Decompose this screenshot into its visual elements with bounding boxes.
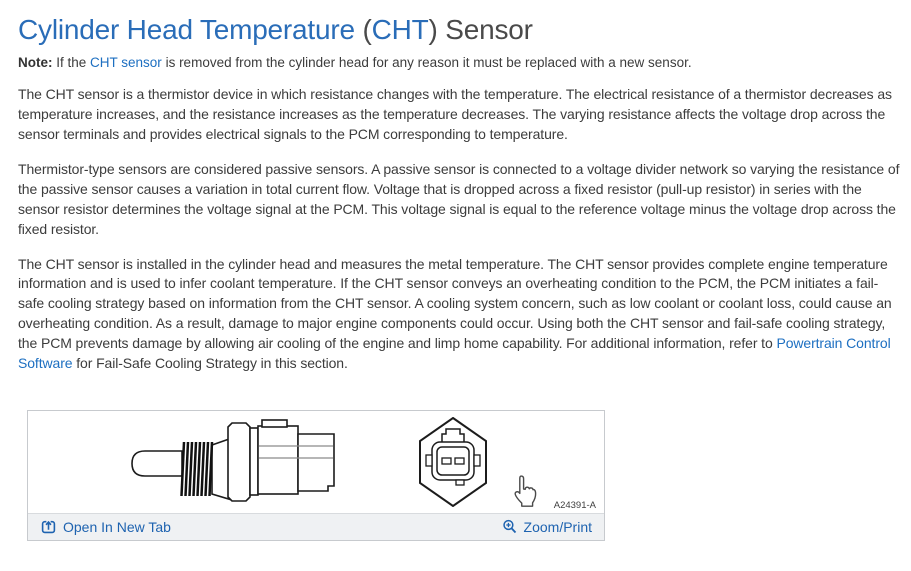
note-text-before: If the: [52, 55, 91, 71]
paragraph-installation-after: for Fail-Safe Cooling Strategy in this section.: [72, 354, 348, 371]
figure-image[interactable]: [28, 411, 604, 513]
powertrain-control-software-link[interactable]: Powertrain Control Software: [18, 335, 891, 371]
page-title-paren-open: (: [362, 14, 372, 45]
paragraph-installation: [18, 255, 903, 374]
zoom-print-link[interactable]: [502, 519, 592, 535]
figure-toolbar: [28, 513, 604, 540]
figure-id-label: A24391-A: [553, 499, 596, 511]
zoom-print-label: Zoom/Print: [523, 518, 592, 535]
open-in-new-tab-icon: [41, 519, 56, 534]
paragraph-installation-before: The CHT sensor is installed in the cylinder head and measures the metal temperature. The CHT sensor provides complete engine temperature information and is used to infer coolant temperature. If the CHT sensor conveys an overheating condition to the PCM, the PCM initiates a fail-safe cooling strategy based on information from the CHT sensor. A cooling system concern, such as low coolant or coolant loss, could cause an overheating condition. As a result, damage to major engine components could occur. Using both the CHT sensor and fail-safe cooling strategy, the PCM prevents damage by allowing air cooling of the engine and limp home capability. For additional information, refer to: [18, 255, 892, 352]
open-in-new-tab-label: Open In New Tab: [63, 518, 171, 535]
note-text-after: is removed from the cylinder head for any reason it must be replaced with a new sensor.: [161, 55, 692, 71]
cht-sensor-side-view-drawing: [128, 416, 338, 508]
page-title-link-part: Cylinder Head Temperature: [18, 14, 363, 45]
cht-sensor-connector-end-view-drawing: [416, 417, 490, 507]
figure-panel: [27, 410, 605, 541]
cht-sensor-link[interactable]: CHT sensor: [90, 55, 162, 71]
hand-cursor-icon: [512, 473, 538, 509]
page-title-suffix: ) Sensor: [428, 14, 533, 45]
note-label: Note:: [18, 55, 53, 71]
zoom-magnifier-icon: [502, 519, 517, 534]
page-title: [18, 14, 903, 46]
page-title-acronym: CHT: [371, 14, 429, 45]
paragraph-passive-sensors: Thermistor-type sensors are considered passive sensors. A passive sensor is connected to a voltage divider network so varying the resistance of the passive sensor causes a variation in total current flow. Voltage that is dropped across a fixed resistor (pull-up resistor) in series with the sensor resistor determines the voltage signal at the PCM. This voltage signal is equal to the reference voltage minus the voltage drop across the fixed resistor.: [18, 161, 900, 237]
note-paragraph: [18, 54, 903, 72]
open-in-new-tab-link[interactable]: [41, 519, 171, 535]
paragraph-thermistor: The CHT sensor is a thermistor device in which resistance changes with the temperature. The electrical resistance of a thermistor decreases as temperature increases, and the resistance increases as the temperature decreases. The varying resistance affects the voltage drop across the sensor terminals and provides electrical signals to the PCM corresponding to temperature.: [18, 86, 892, 143]
